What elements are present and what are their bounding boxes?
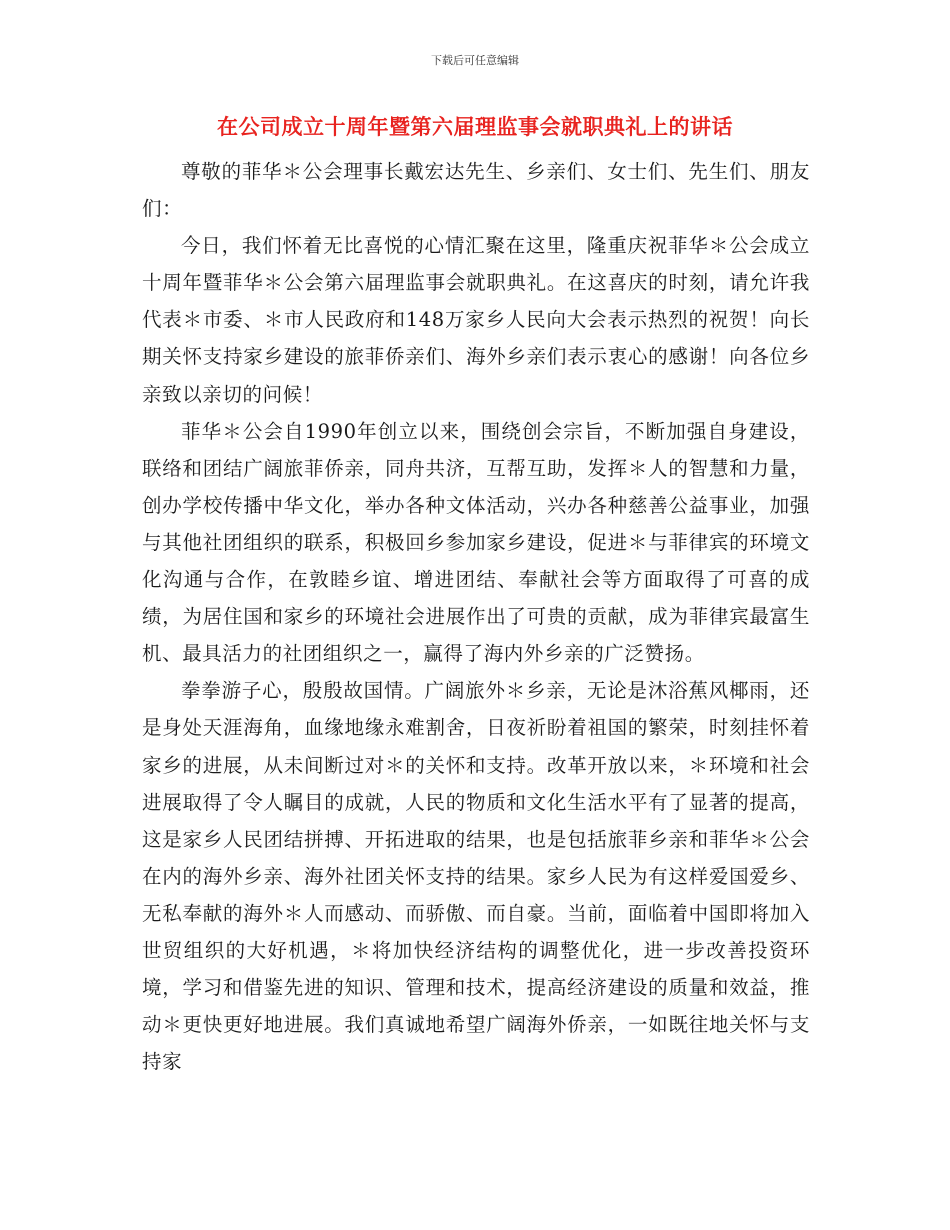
header-note: 下载后可任意编辑 xyxy=(431,54,519,67)
paragraph: 今日，我们怀着无比喜悦的心情汇聚在这里，隆重庆祝菲华＊公会成立十周年暨菲华＊公会第六届理监事会就职典礼。在这喜庆的时刻，请允许我代表＊市委、＊市人民政府和148万家乡人民向大会表示热烈的祝贺！向长期关怀支持家乡建设的旅菲侨亲们、海外乡亲们表示衷心的感谢！向各位乡亲致以亲切的问候！ xyxy=(142,234,810,406)
paragraph: 拳拳游子心，殷殷故国情。广阔旅外＊乡亲，无论是沐浴蕉风椰雨，还是身处天涯海角，血缘地缘永难割舍，日夜祈盼着祖国的繁荣，时刻挂怀着家乡的进展，从未间断过对＊的关怀和支持。改革开放以来，＊环境和社会进展取得了令人瞩目的成就，人民的物质和文化生活水平有了显著的提高，这是家乡人民团结拼搏、开拓进取的结果，也是包括旅菲乡亲和菲华＊公会在内的海外乡亲、海外社团关怀支持的结果。家乡人民为有这样爱国爱乡、无私奉献的海外＊人而感动、而骄傲、而自豪。当前，面临着中国即将加入世贸组织的大好机遇，＊将加快经济结构的调整优化，进一步改善投资环境，学习和借鉴先进的知识、管理和技术，提高经济建设的质量和效益，推动＊更快更好地进展。我们真诚地希望广阔海外侨亲，一如既往地关怀与支持家 xyxy=(142,679,810,1074)
document-body xyxy=(142,153,810,1080)
paragraph-salutation: 尊敬的菲华＊公会理事长戴宏达先生、乡亲们、女士们、先生们、朋友们： xyxy=(142,160,810,221)
document-title: 在公司成立十周年暨第六届理监事会就职典礼上的讲话 xyxy=(217,114,733,139)
paragraph: 菲华＊公会自1990年创立以来，围绕创会宗旨，不断加强自身建设，联络和团结广阔旅菲侨亲，同舟共济，互帮互助，发挥＊人的智慧和力量，创办学校传播中华文化，举办各种文体活动，兴办各种慈善公益事业，加强与其他社团组织的联系，积极回乡参加家乡建设，促进＊与菲律宾的环境文化沟通与合作，在敦睦乡谊、增进团结、奉献社会等方面取得了可喜的成绩，为居住国和家乡的环境社会进展作出了可贵的贡献，成为菲律宾最富生机、最具活力的社团组织之一，赢得了海内外乡亲的广泛赞扬。 xyxy=(142,419,810,666)
